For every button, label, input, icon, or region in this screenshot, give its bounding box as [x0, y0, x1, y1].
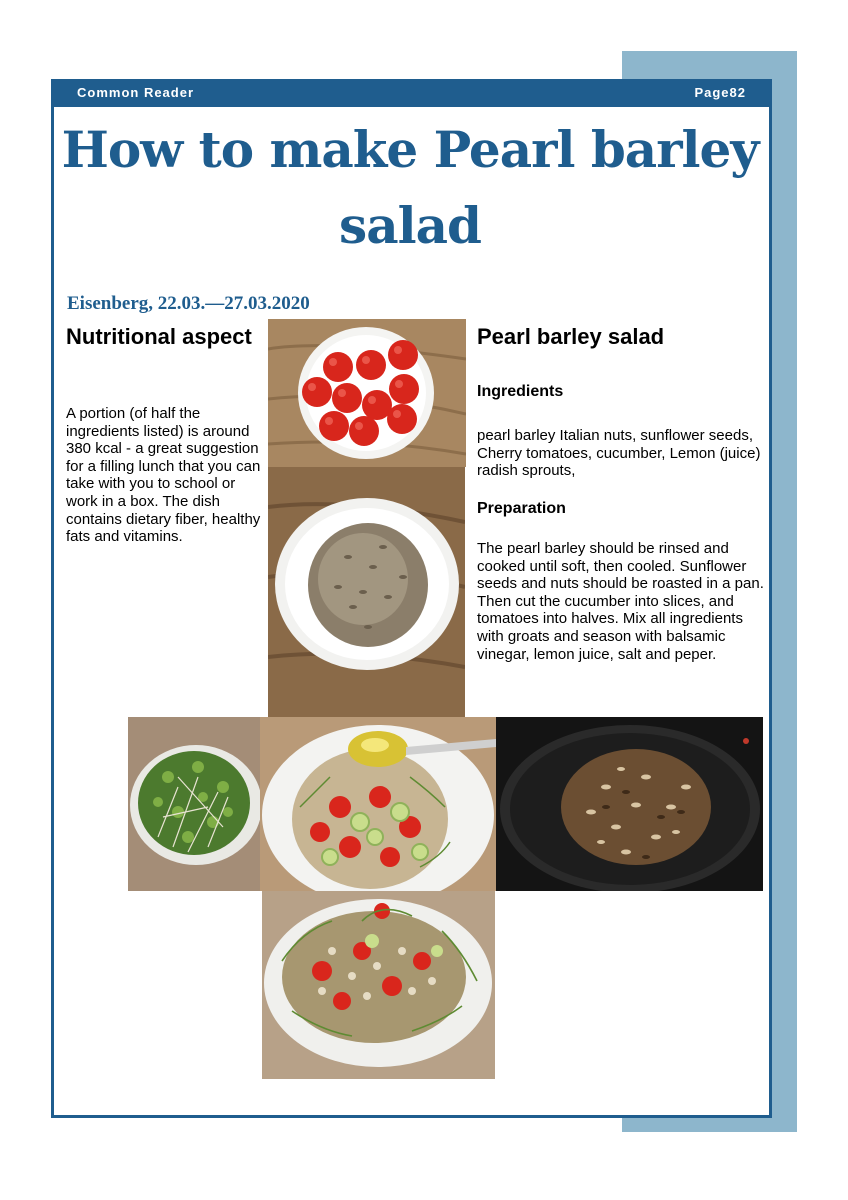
page-number: Page82 — [694, 85, 746, 100]
ingredients-heading: Ingredients — [477, 383, 564, 400]
dateline: Eisenberg, 22.03.—27.03.2020 — [67, 293, 310, 314]
preparation-text: The pearl barley should be rinsed and cooked until soft, then cooled. Sunflower seeds and nuts should be roasted in a pan. Then cut the cucumber into slices, and tomatoes into halves. Mix all ingredients with groats and season with balsamic vinegar, lemon juice, salt and peper. — [477, 540, 764, 663]
salad-with-oil-photo — [260, 717, 496, 891]
recipe-heading: Pearl barley salad — [477, 324, 665, 349]
roasted-seeds-photo — [496, 717, 763, 891]
nutrition-heading: Nutritional aspect — [66, 324, 252, 349]
ingredients-text: pearl barley Italian nuts, sunflower seeds, Cherry tomatoes, cucumber, Lemon (juice) radish sprouts, — [477, 427, 761, 480]
publication-name: Common Reader — [77, 85, 195, 100]
radish-sprouts-photo — [128, 717, 260, 891]
pearl-barley-photo — [268, 467, 465, 717]
header-bar — [51, 79, 772, 107]
finished-salad-photo — [262, 891, 495, 1079]
preparation-heading: Preparation — [477, 500, 566, 517]
cherry-tomatoes-photo — [268, 319, 466, 467]
nutrition-text: A portion (of half the ingredients listed) is around 380 kcal - a great suggestion for a filling lunch that you can take with you to school or work in a box. The dish contains dietary fiber, healthy fats and vitamins. — [66, 405, 261, 546]
article-title: How to make Pearl barley salad — [61, 120, 759, 255]
